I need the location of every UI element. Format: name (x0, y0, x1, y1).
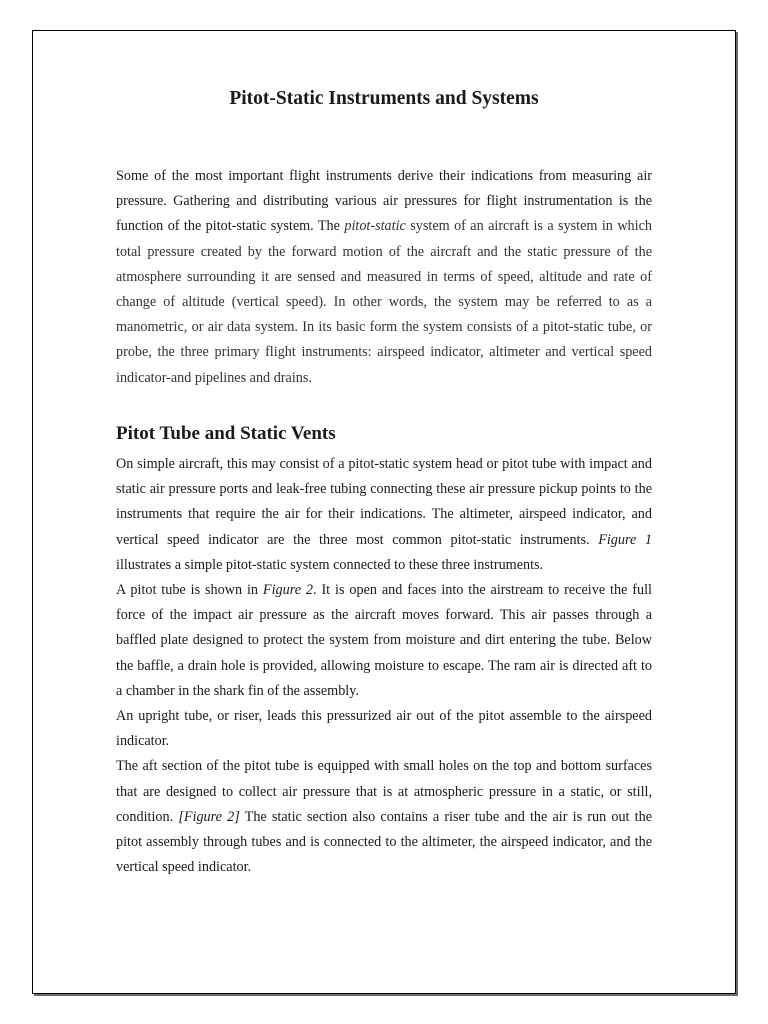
pitot-section (116, 452, 652, 880)
p2-italic: Figure 2 (262, 582, 313, 599)
p4-italic: [Figure 2] (178, 808, 240, 825)
p2-text-2: . It is open and faces into the airstream to receive the full force of the impact air pressure as the aircraft moves forward. This air passes through a baffled plate designed to protect the system from moisture and dirt entering the tube. Below the baffle, a drain hole is provided, allowing moisture to escape. The ram air is directed aft to a chamber in the shark fin of the assembly. (116, 582, 652, 699)
p1-italic: Figure 1 (598, 531, 652, 548)
p2-text-1: A pitot tube is shown in (116, 582, 263, 599)
paragraph-3: An upright tube, or riser, leads this pressurized air out of the pitot assemble to the airspeed indicator. (116, 708, 652, 750)
document-title: Pitot-Static Instruments and Systems (229, 88, 539, 109)
p1-text-1: On simple aircraft, this may consist of a pitot-static system head or pitot tube with impact and static air pressure ports and leak-free tubing connecting these air pressure pickup points to the instruments that require the air for their indications. The altimeter, airspeed indicator, and vertical speed indicator are the three most common pitot-static instruments. (116, 456, 652, 548)
section-heading: Pitot Tube and Static Vents (116, 423, 336, 444)
intro-paragraph (116, 164, 652, 391)
intro-italic: pitot-static (344, 218, 406, 235)
p1-text-2: illustrates a simple pitot-static system connected to these three instruments. (116, 556, 544, 573)
paragraph-4 (116, 754, 652, 880)
intro-text-1: Some of the most important flight instruments derive their indications from measuring air pressure. Gathering and distributing various air pressures for flight instrumentation is the function of the pitot-static system. The (116, 168, 652, 235)
intro-text-2: system of an aircraft is a system in which total pressure created by the forward motion of the aircraft and the static pressure of the atmosphere surrounding it are sensed and measured in terms of speed, altitude and rate of change of altitude (vertical speed). In other words, the system may be referred to as a manometric, or air data system. In its basic form the system consists of a pitot-static tube, or probe, the three primary flight instruments: airspeed indicator, altimeter and vertical speed indicator-and pipelines and drains. (116, 218, 652, 386)
paragraph-1 (116, 452, 652, 578)
paragraph-2 (116, 578, 652, 704)
p4-text-1: The aft section of the pitot tube is equipped with small holes on the top and bottom surfaces that are designed to collect air pressure that is at atmospheric pressure in a static, or still, condition. (116, 758, 652, 825)
p4-text-2: The static section also contains a riser tube and the air is run out the pitot assembly through tubes and is connected to the altimeter, the airspeed indicator, and the vertical speed indicator. (116, 808, 652, 876)
intro-section (116, 164, 652, 391)
